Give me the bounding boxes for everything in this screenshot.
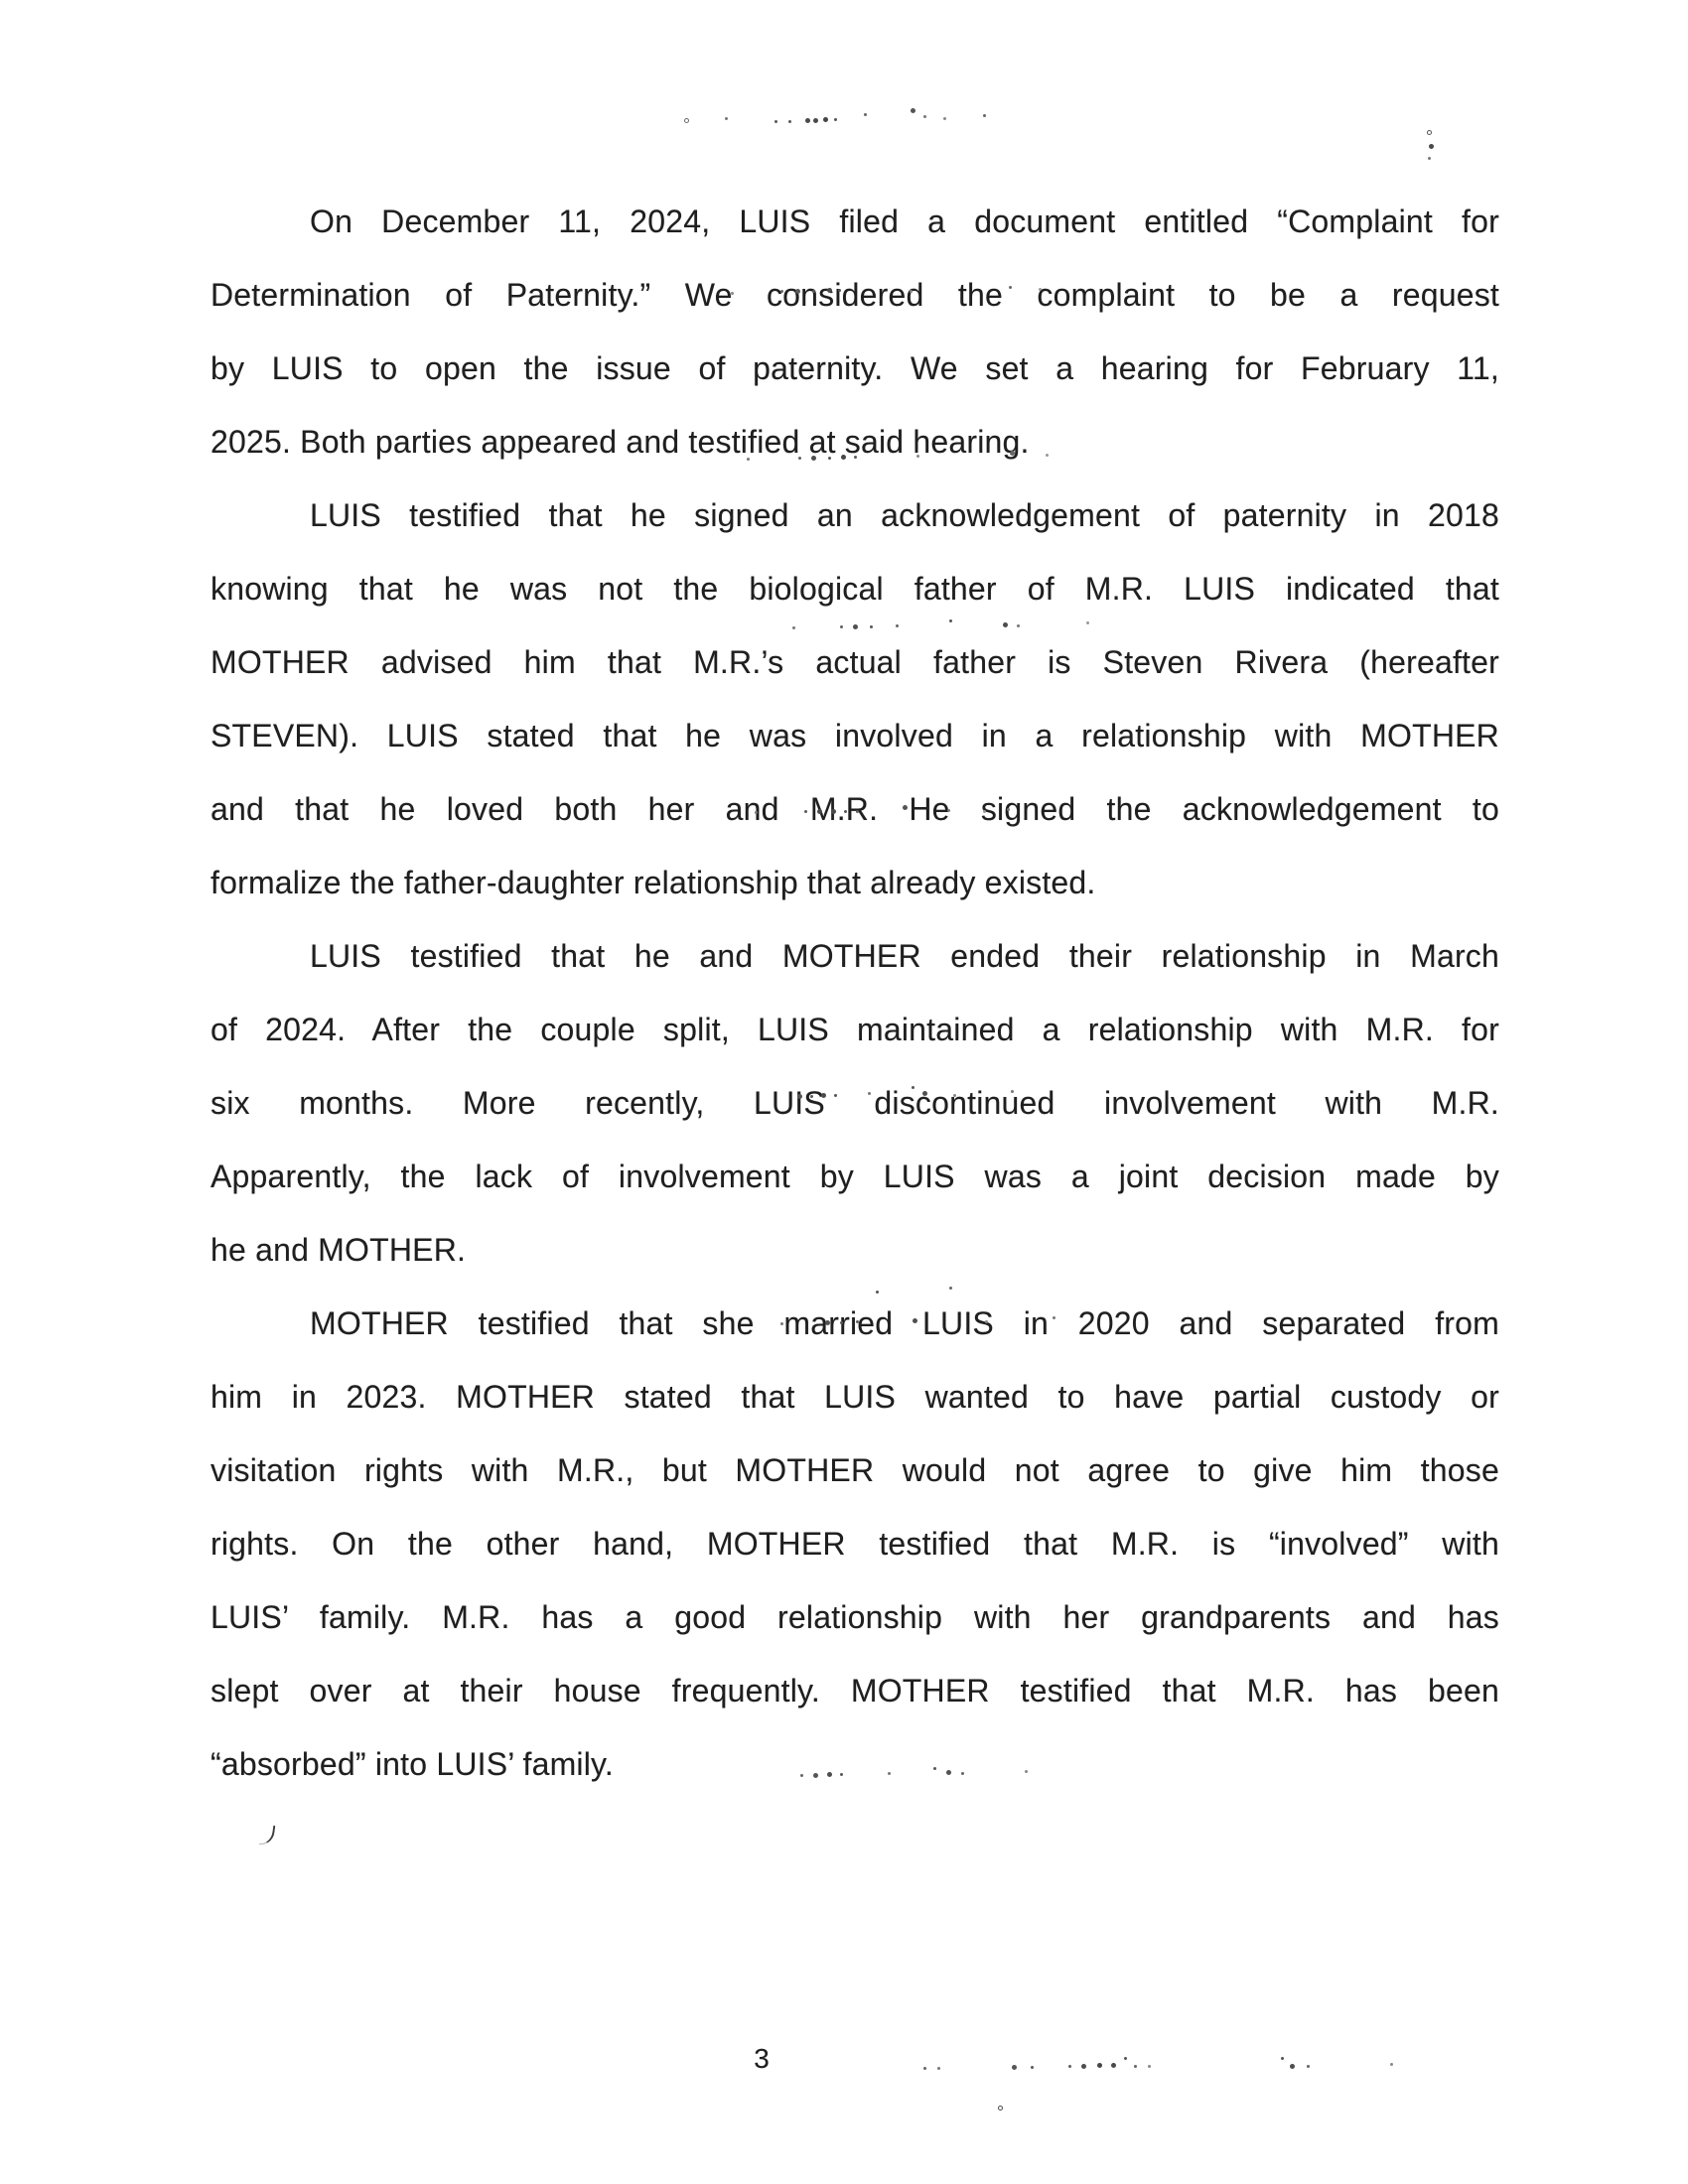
text-line: On December 11, 2024, LUIS filed a document entitled “Complaint for xyxy=(310,204,1499,239)
text-line: by LUIS to open the issue of paternity. We set a hearing for February 11, xyxy=(211,350,1499,386)
scan-artifact xyxy=(685,119,688,122)
scan-artifact xyxy=(999,2107,1002,2110)
text-line: of 2024. After the couple split, LUIS maintained a relationship with M.R. for xyxy=(211,1012,1499,1047)
scan-artifact xyxy=(701,292,704,295)
scan-artifact xyxy=(713,459,716,462)
scan-artifact xyxy=(1428,131,1431,134)
text-line: rights. On the other hand, MOTHER testified that M.R. is “involved” with xyxy=(211,1526,1499,1562)
text-line: him in 2023. MOTHER stated that LUIS wanted to have partial custody or xyxy=(211,1379,1499,1415)
text-line: Apparently, the lack of involvement by LUIS was a joint decision made by xyxy=(211,1159,1499,1194)
text-line: LUIS’ family. M.R. has a good relationship with her grandparents and has xyxy=(211,1599,1499,1635)
scan-artifact xyxy=(412,850,415,853)
body-text xyxy=(211,185,1499,1801)
text-line: LUIS testified that he signed an acknowledgement of paternity in 2018 xyxy=(310,497,1499,533)
text-line: and that he loved both her and M.R. He signed the acknowledgement to xyxy=(211,791,1499,827)
scan-artifact xyxy=(259,1824,276,1846)
text-line: MOTHER advised him that M.R.’s actual father is Steven Rivera (hereafter xyxy=(211,644,1499,680)
text-line: Determination of Paternity.” We considered the complaint to be a request xyxy=(211,277,1499,313)
page-number: 3 xyxy=(754,2043,770,2074)
text-line: he and MOTHER. xyxy=(211,1232,467,1268)
text-line: slept over at their house frequently. MOTHER testified that M.R. has been xyxy=(211,1673,1499,1708)
text-line: six months. More recently, LUIS discontinued involvement with M.R. xyxy=(211,1085,1499,1121)
text-line: 2025. Both parties appeared and testified at said hearing. xyxy=(211,424,1030,460)
text-line: formalize the father-daughter relationship that already existed. xyxy=(211,865,1096,900)
scan-artifact xyxy=(874,2069,877,2072)
text-line: knowing that he was not the biological father of M.R. LUIS indicated that xyxy=(211,571,1499,607)
scan-artifact xyxy=(139,1485,142,1488)
scan-artifact xyxy=(717,812,720,815)
scan-artifact xyxy=(103,425,106,428)
scan-artifact xyxy=(751,627,754,630)
text-line: MOTHER testified that she married LUIS in 2020 and separated from xyxy=(310,1305,1499,1341)
scan-artifact xyxy=(739,1324,742,1327)
text-line: visitation rights with M.R., but MOTHER would not agree to give him those xyxy=(211,1452,1499,1488)
scan-artifact xyxy=(776,1096,779,1099)
text-line: “absorbed” into LUIS’ family. xyxy=(211,1746,614,1782)
text-line: LUIS testified that he and MOTHER ended their relationship in March xyxy=(310,938,1499,974)
scan-artifact xyxy=(776,1775,779,1778)
text-line: STEVEN). LUIS stated that he was involved in a relationship with MOTHER xyxy=(211,718,1499,753)
